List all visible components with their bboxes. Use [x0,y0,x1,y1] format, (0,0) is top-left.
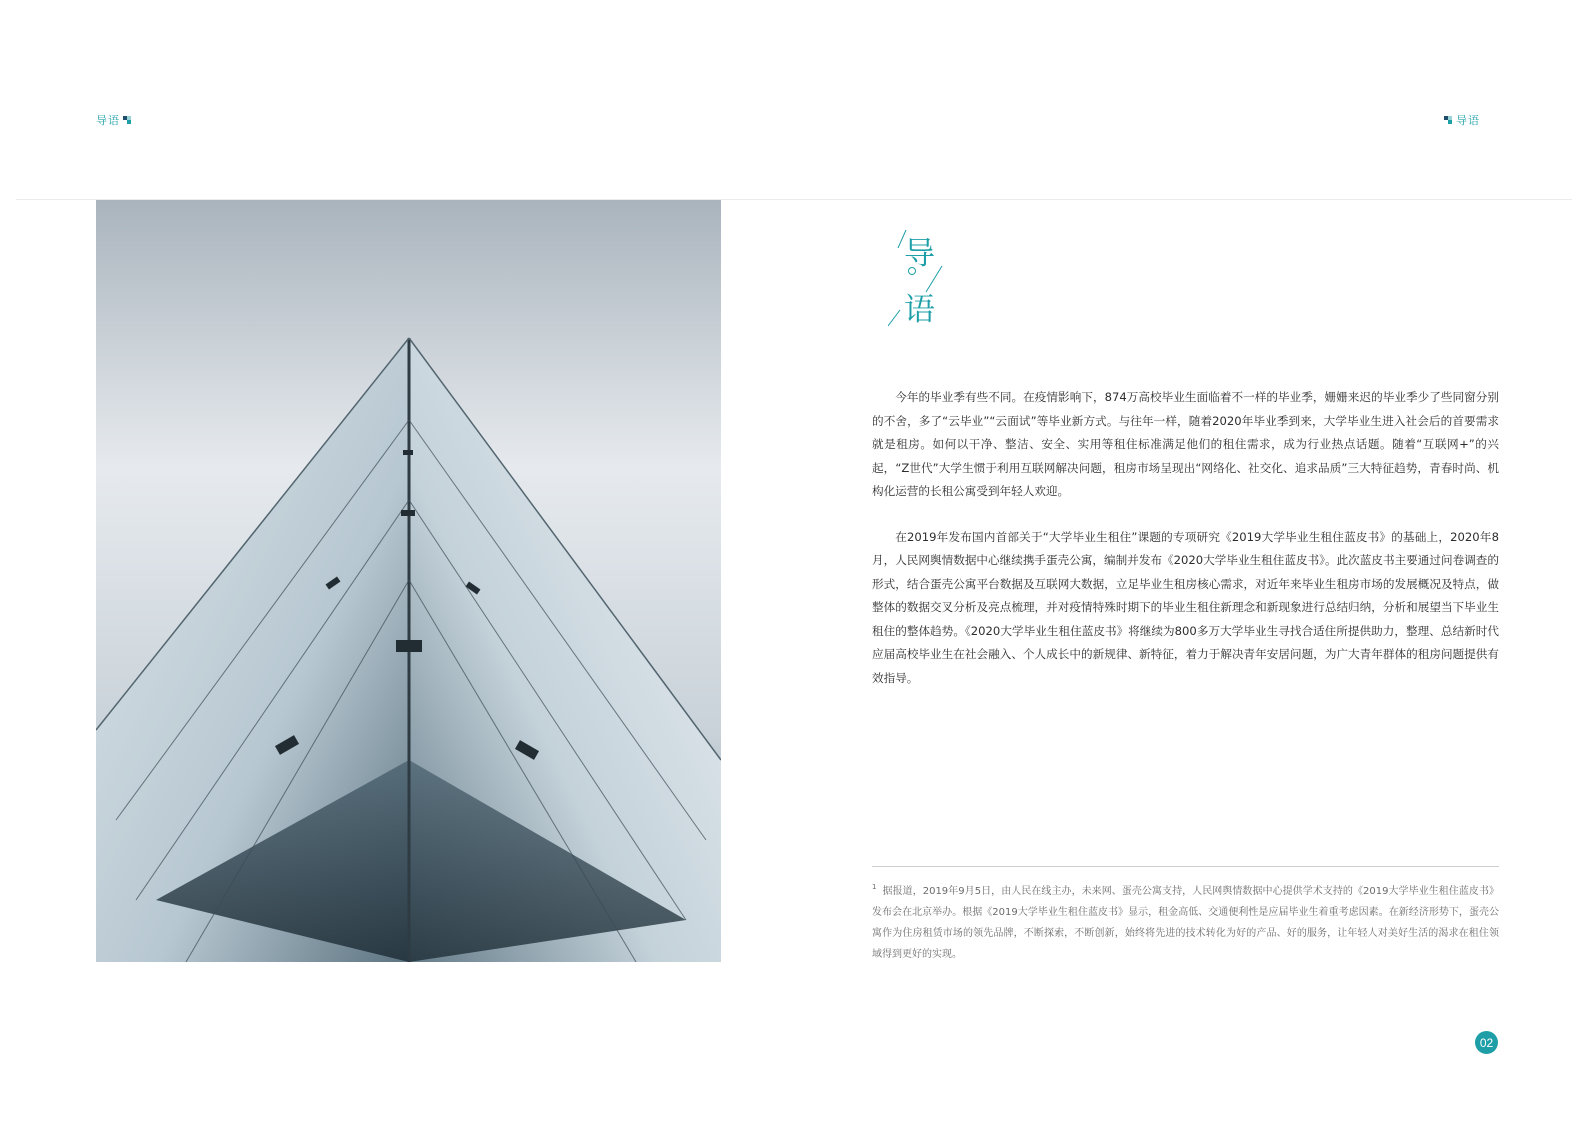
running-head-right-label: 导语 [1456,114,1480,127]
intro-paragraph-1: 今年的毕业季有些不同。在疫情影响下，874万高校毕业生面临着不一样的毕业季，姗姗来迟的毕业季少了些同窗分别的不舍，多了“云毕业”“云面试”等毕业新方式。与往年一样，随着2020年毕业季到来，大学毕业生进入社会后的首要需求就是租房。如何以干净、整洁、安全、实用等租住标准满足他们的租住需求，成为行业热点话题。随着“互联网+”的兴起，“Z世代”大学生惯于利用互联网解决问题，租房市场呈现出“网络化、社交化、追求品质”三大特征趋势，青春时尚、机构化运营的长租公寓受到年轻人欢迎。 [872,390,1499,498]
page-number-badge [1475,1031,1498,1054]
footnote-text: 据报道，2019年9月5日，由人民在线主办，未来网、蛋壳公寓支持，人民网舆情数据中心提供学术支持的《2019大学毕业生租住蓝皮书》发布会在北京举办。根据《2019大学毕业生租住蓝皮书》显示，租金高低、交通便利性是应届毕业生着重考虑因素。在新经济形势下，蛋壳公寓作为住房租赁市场的领先品牌，不断探索，不断创新，始终将先进的技术转化为好的产品、好的服务，让年轻人对美好生活的渴求在租住领域得到更好的实现。 [872,886,1499,960]
footnote [872,877,1499,965]
running-head-left-label: 导语 [96,114,120,127]
square-mark-icon [123,116,132,125]
footnote-marker: 1 [872,883,877,891]
building-photo [96,200,721,962]
footnote-divider [872,866,1499,867]
page-number: 02 [1479,1035,1494,1050]
title-char-2: 语 [904,292,935,328]
title-dot [908,267,916,275]
running-head-left [96,112,132,128]
running-head-right [1444,112,1480,128]
title-char-1: 导 [904,236,935,272]
intro-paragraph-2: 在2019年发布国内首部关于“大学毕业生租住”课题的专项研究《2019大学毕业生租住蓝皮书》的基础上，2020年8月，人民网舆情数据中心继续携手蛋壳公寓，编制并发布《2020大学毕业生租住蓝皮书》。此次蓝皮书主要通过问卷调查的形式，结合蛋壳公寓平台数据及互联网大数据，立足毕业生租房核心需求，对近年来毕业生租房市场的发展概况及特点，做整体的数据交叉分析及亮点梳理，并对疫情特殊时期下的毕业生租住新理念和新现象进行总结归纳，分析和展望当下毕业生租住的整体趋势。《2020大学毕业生租住蓝皮书》将继续为800多万大学毕业生寻找合适住所提供助力，整理、总结新时代应届高校毕业生在社会融入、个人成长中的新规律、新特征，着力于解决青年安居问题，为广大青年群体的租房问题提供有效指导。 [872,529,1499,685]
section-title [888,218,968,333]
intro-body [872,386,1499,712]
square-mark-icon [1444,116,1453,125]
